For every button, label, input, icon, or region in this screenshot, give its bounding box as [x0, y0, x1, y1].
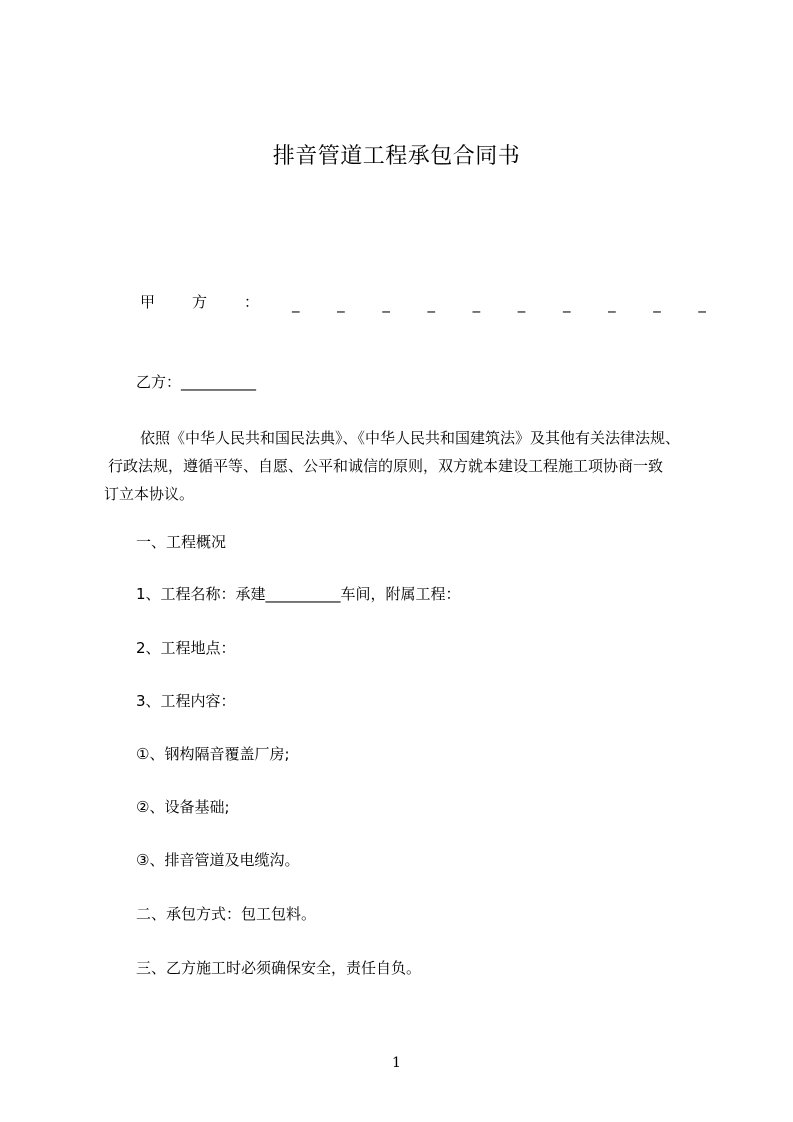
blank-dash: _ — [292, 295, 300, 313]
blank-dash: _ — [472, 295, 481, 313]
item-project-content: 3、工程内容： — [136, 692, 236, 710]
document-title: 排音管道工程承包合同书 — [272, 144, 521, 169]
intro-line-2: 行政法规，遵循平等、自愿、公平和诚信的原则，双方就本建设工程施工项协商一致 — [108, 457, 664, 475]
blank-dash: _ — [427, 295, 435, 313]
sub-item-1: ①、钢构隔音覆盖厂房; — [136, 745, 290, 763]
party-a-blank — [292, 294, 706, 314]
blank-dash: _ — [337, 295, 345, 313]
intro-line-1: 依照《中华人民共和国民法典》、《中华人民共和国建筑法》及其他有关法律法规、 — [140, 429, 681, 447]
page-number: 1 — [392, 1055, 401, 1071]
blank-dash: _ — [562, 295, 571, 313]
party-b-line: 乙方：__________ — [136, 373, 257, 391]
party-a-label-char1: 甲 — [140, 293, 156, 311]
sub-item-2: ②、设备基础; — [136, 798, 230, 816]
party-a-line — [136, 292, 706, 312]
intro-line-3: 订立本协议。 — [104, 485, 195, 503]
party-a-label-char2: 方 — [192, 293, 208, 311]
sub-item-3: ③、排音管道及电缆沟。 — [136, 851, 300, 869]
section-3: 三、乙方施工时必须确保安全，责任自负。 — [136, 959, 422, 977]
blank-dash: _ — [698, 295, 706, 313]
blank-dash: _ — [517, 295, 526, 313]
blank-dash: _ — [608, 295, 616, 313]
intro-paragraph — [104, 424, 724, 508]
item-project-location: 2、工程地点： — [136, 639, 236, 657]
section-2: 二、承包方式：包工包料。 — [136, 905, 317, 923]
item-project-name: 1、工程名称：承建__________车间，附属工程： — [136, 585, 461, 603]
blank-dash: _ — [653, 295, 661, 313]
section-1-heading: 一、工程概况 — [136, 533, 227, 551]
blank-dash: _ — [382, 295, 390, 313]
party-a-colon: ： — [244, 293, 260, 311]
